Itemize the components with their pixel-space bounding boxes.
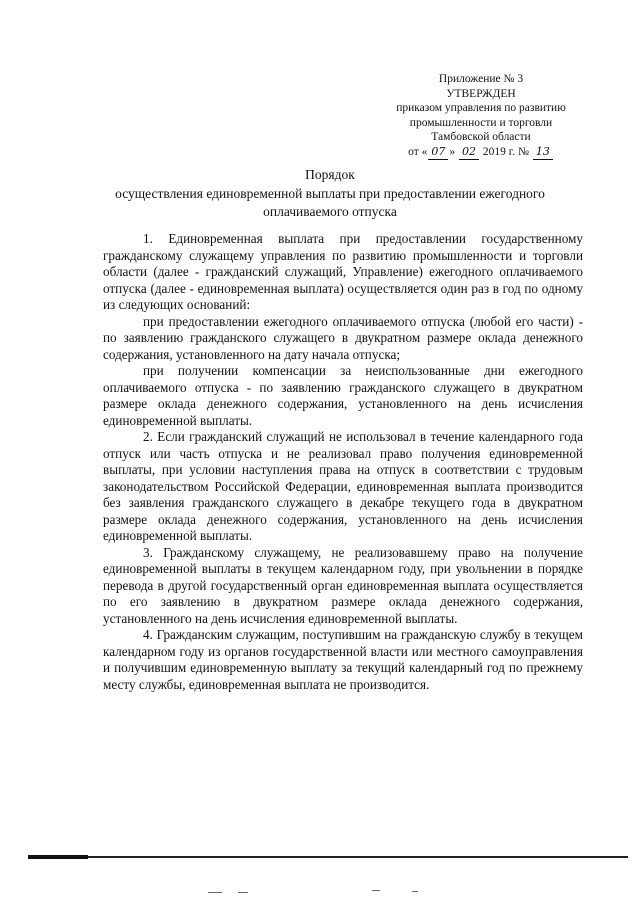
date-month: 02 (459, 145, 479, 161)
scan-artifacts (0, 880, 640, 900)
approval-block (346, 72, 616, 160)
paragraph-1a: при предоставлении ежегодного оплачиваемого отпуска (любой его части) - по заявлению гражданского служащего в двукратном размере оклада денежного содержания, установленного на дату начала отпуска; (103, 313, 583, 362)
date-prefix: от « (408, 145, 428, 158)
appendix-label: Приложение № 3 (438, 73, 524, 85)
date-day: 07 (428, 145, 448, 161)
order-line-3: Тамбовской области (431, 131, 531, 143)
paragraph-1: 1. Единовременная выплата при предоставлении государственному гражданскому служащему управления по развитию промышленности и торговли области (далее - гражданский служащий, Управление) ежегодного оплачиваемого отпуска (далее - единовременная выплата) осуществляется один раз в год по одному из следующих оснований: (103, 231, 583, 312)
document-body (103, 231, 583, 693)
document-title (60, 166, 600, 222)
paragraph-1b: при получении компенсации за неиспользованные дни ежегодного оплачиваемого отпуска - по заявлению гражданского служащего в двукратном размере оклада денежного содержания, установленного на день исчисления единовременной выплаты. (103, 363, 583, 428)
order-line-1: приказом управления по развитию (396, 102, 566, 114)
date-year: 2019 г. № (482, 145, 529, 158)
paragraph-3: 3. Гражданскому служащему, не реализовавшему право на получение единовременной выплаты в текущем календарном году, при увольнении в порядке перевода в другой государственный орган единовременная выплата осуществляется по его заявлению в двукратном размере оклада денежного содержания, установленного на день исчисления единовременной выплаты. (103, 544, 583, 626)
paragraph-2: 2. Если гражданский служащий не использовал в течение календарного года отпуск или часть отпуска и не реализовал право получения единовременной выплаты, при условии наступления права на отпуск в соответствии с трудовым законодательством Российской Федерации, единовременная выплата производится без заявления гражданского служащего в декабре текущего года в двукратном размере оклада денежного содержания, установленного на день исчисления единовременной выплаты. (103, 429, 583, 543)
title-line-3: оплачиваемого отпуска (263, 204, 397, 219)
paragraph-4: 4. Гражданским служащим, поступившим на гражданскую службу в текущем календарном году из органов государственной власти или местного самоуправления и получившим единовременную выплату за текущий календарный год по прежнему месту службы, единовременная выплата не производится. (103, 627, 583, 692)
title-line-1: Порядок (305, 167, 355, 182)
scan-bottom-rule (28, 856, 628, 858)
order-line-2: промышленности и торговли (409, 116, 553, 129)
order-date-line (346, 145, 616, 161)
approved-label: УТВЕРЖДЕН (446, 87, 516, 100)
date-mid: » (449, 145, 456, 158)
title-line-2: осуществления единовременной выплаты при предоставлении ежегодного (115, 185, 545, 201)
order-number: 13 (533, 145, 553, 161)
scan-rule-thick-segment (28, 855, 88, 859)
